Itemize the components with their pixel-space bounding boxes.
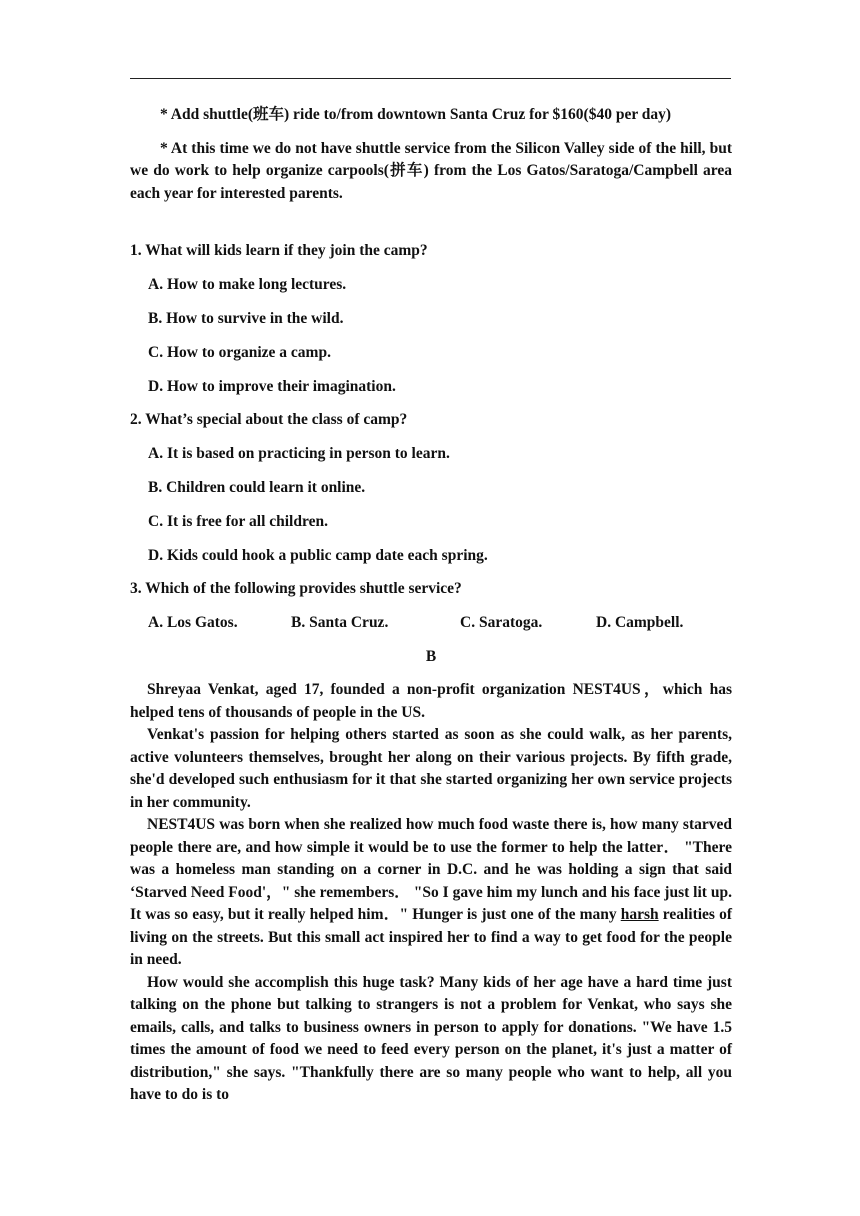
header-rule: [130, 78, 731, 79]
shuttle-bullet-2: * At this time we do not have shuttle service from the Silicon Valley side of the hill, but we do work to help organize carpools(拼车) from the Los Gatos/Saratoga/Campbell area each year for interested parents.: [130, 139, 732, 202]
question-3-option-c: C. Saratoga.: [460, 614, 543, 631]
shuttle-bullet-1: * Add shuttle(班车) ride to/from downtown Santa Cruz for $160($40 per day): [160, 106, 672, 123]
question-2-option-b: B. Children could learn it online.: [148, 479, 366, 496]
intro-section: [130, 104, 732, 205]
paragraph-3-text-after: realities of living on the streets. But this small act inspired her to find a way to get food for the people in need.: [130, 906, 732, 968]
question-2-option-a: A. It is based on practicing in person to learn.: [148, 445, 450, 462]
passage-b: [130, 679, 732, 1107]
passage-b-paragraph-4: How would she accomplish this huge task? Many kids of her age have a hard time just talking on the phone but talking to strangers is not a problem for Venkat, who says she emails, calls, and talks to business owners in person to apply for donations. "We have 1.5 times the amount of food we need to feed every person on the planet, it's just a matter of distribution," she says. "Thankfully there are so many people who want to help, all you have to do is to: [130, 973, 732, 1103]
passage-b-paragraph-2: Venkat's passion for helping others started as soon as she could walk, as her parents, active volunteers themselves, brought her along on their various projects. By fifth grade, she'd developed such enthusiasm for it that she started organizing her own service projects in her community.: [130, 726, 732, 811]
paragraph-3-text-before: NEST4US was born when she realized how much food waste there is, how many starved people there are, and how simple it would be to use the former to help the latter． "There was a homeless man standing on a corner in D.C. and he was holding a sign that said ‘Starved Need Food'，" she remembers． "So I gave him my lunch and his face just lit up. It was so easy, but it really helped him．" Hunger is just one of the many: [130, 816, 732, 923]
question-1-option-a: A. How to make long lectures.: [148, 276, 347, 293]
passage-b-paragraph-3: [130, 814, 732, 972]
question-3-option-b: B. Santa Cruz.: [291, 614, 389, 631]
section-b-heading: B: [425, 648, 437, 665]
underlined-word-harsh: harsh: [620, 906, 659, 923]
question-1-option-b: B. How to survive in the wild.: [148, 310, 344, 327]
question-2-option-c: C. It is free for all children.: [148, 513, 328, 530]
question-1-stem: 1. What will kids learn if they join the camp?: [130, 242, 428, 259]
question-2-option-d: D. Kids could hook a public camp date each spring.: [148, 547, 488, 564]
question-1-option-d: D. How to improve their imagination.: [148, 378, 396, 395]
question-3-stem: 3. Which of the following provides shuttle service?: [130, 580, 462, 597]
question-3-option-a: A. Los Gatos.: [148, 614, 238, 631]
question-3-option-d: D. Campbell.: [596, 614, 684, 631]
question-3-options: [130, 612, 732, 634]
question-2-stem: 2. What’s special about the class of camp?: [130, 411, 408, 428]
question-1-option-c: C. How to organize a camp.: [148, 344, 331, 361]
passage-b-paragraph-1: Shreyaa Venkat, aged 17, founded a non-profit organization NEST4US，which has helped tens of thousands of people in the US.: [130, 681, 732, 721]
